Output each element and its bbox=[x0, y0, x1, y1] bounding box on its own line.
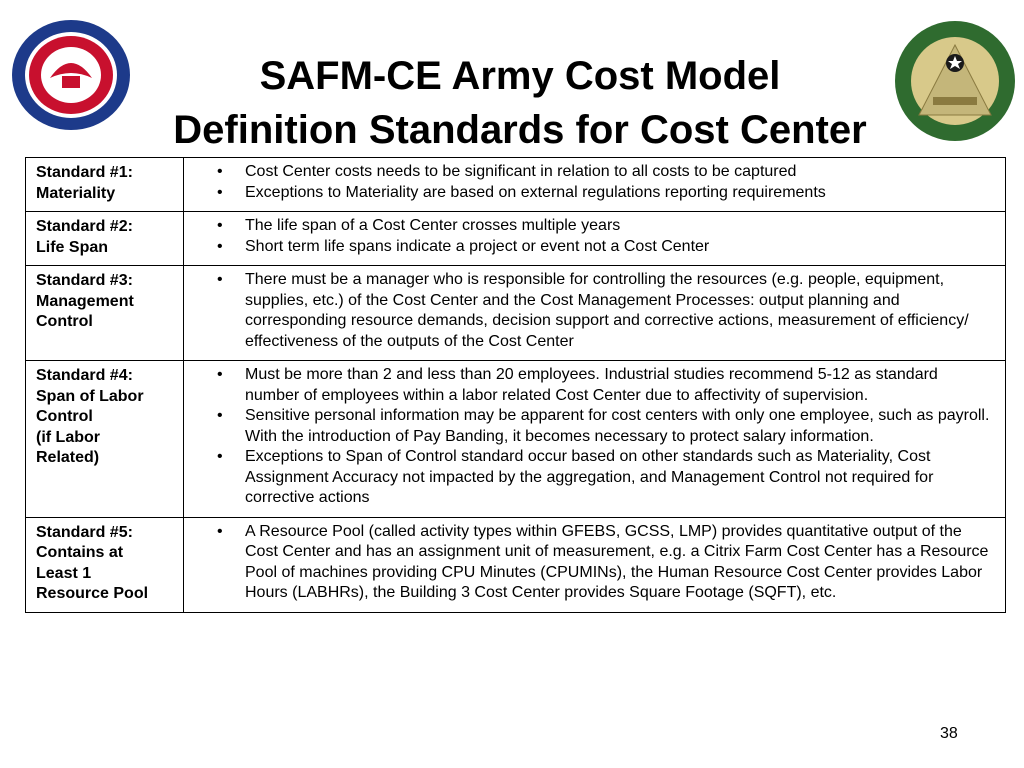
standard-label-line: Control bbox=[36, 313, 93, 330]
standard-description bbox=[184, 266, 1006, 361]
standard-label-line: Resource Pool bbox=[36, 585, 149, 602]
bullet-text: Sensitive personal information may be apparent for cost centers with only one employee, such as payroll. With the introduction of Pay Banding, it becomes necessary to protect salary information. bbox=[245, 407, 990, 445]
standard-label-line: Contains at bbox=[36, 544, 124, 561]
standard-label-line: Span of Labor bbox=[36, 387, 144, 405]
standard-label-line: Standard #3: bbox=[36, 272, 133, 289]
bullet-icon: • bbox=[217, 366, 223, 383]
bullet-item bbox=[184, 237, 995, 258]
bullet-icon: • bbox=[217, 183, 223, 201]
bullet-list bbox=[184, 365, 995, 509]
standard-label-line: (if Labor bbox=[36, 428, 100, 446]
bullet-icon: • bbox=[217, 448, 223, 465]
bullet-icon: • bbox=[217, 217, 223, 234]
bullet-text: Cost Center costs needs to be significant in relation to all costs to be captured bbox=[245, 163, 797, 180]
bullet-text: The life span of a Cost Center crosses multiple years bbox=[245, 217, 621, 234]
slide-title-line-1: SAFM-CE Army Cost Model bbox=[259, 54, 781, 98]
bullet-icon: • bbox=[217, 163, 223, 180]
standard-row bbox=[26, 212, 1006, 266]
bullet-text: Must be more than 2 and less than 20 employees. Industrial studies recommend 5-12 as standard number of employees within a labor related Cost Center due to affectivity of supervision. bbox=[245, 366, 938, 404]
bullet-icon: • bbox=[217, 407, 223, 424]
standard-label-line: Materiality bbox=[36, 184, 116, 202]
standard-row bbox=[26, 517, 1006, 612]
page-number: 38 bbox=[940, 725, 958, 742]
bullet-text: Exceptions to Span of Control standard occur based on other standards such as Materiality, Cost Assignment Accuracy not impacted by the aggregation, and Management Control not required for corrective actions bbox=[245, 448, 934, 506]
bullet-item bbox=[184, 522, 995, 604]
standard-label-line: Least 1 bbox=[36, 564, 92, 582]
standard-description bbox=[184, 158, 1006, 212]
bullet-item bbox=[184, 162, 995, 183]
standard-row bbox=[26, 158, 1006, 212]
standard-label-line: Management bbox=[36, 292, 134, 310]
standard-description bbox=[184, 517, 1006, 612]
standard-label-line: Life Span bbox=[36, 238, 109, 256]
bullet-item bbox=[184, 216, 995, 237]
bullet-item bbox=[184, 365, 995, 406]
standard-label bbox=[26, 158, 184, 212]
standard-row bbox=[26, 266, 1006, 361]
bullet-item bbox=[184, 447, 995, 509]
standard-label bbox=[26, 212, 184, 266]
standard-label-line: Standard #2: bbox=[36, 218, 133, 235]
standard-row bbox=[26, 361, 1006, 518]
bullet-text: Exceptions to Materiality are based on external regulations reporting requirements bbox=[245, 183, 826, 201]
bullet-item bbox=[184, 270, 995, 352]
standards-table bbox=[25, 157, 1006, 613]
standard-label-line: Standard #1: bbox=[36, 164, 133, 181]
bullet-icon: • bbox=[217, 237, 223, 255]
bullet-text: There must be a manager who is responsible for controlling the resources (e.g. people, equipment, supplies, etc.) of the Cost Center and the Cost Management Processes: output planning and corresponding resource demands, decision support and corrective actions, measurement of efficiency/ effectiveness of the outputs of the Cost Center bbox=[245, 271, 969, 350]
standard-description bbox=[184, 212, 1006, 266]
standard-label bbox=[26, 361, 184, 518]
bullet-text: Short term life spans indicate a project or event not a Cost Center bbox=[245, 237, 710, 255]
bullet-list bbox=[184, 216, 995, 257]
bullet-list bbox=[184, 522, 995, 604]
bullet-list bbox=[184, 162, 995, 203]
bullet-icon: • bbox=[217, 522, 223, 540]
bullet-item bbox=[184, 406, 995, 447]
slide-title-line-2: Definition Standards for Cost Center bbox=[173, 108, 867, 152]
standard-label bbox=[26, 266, 184, 361]
standard-label-line: Standard #4: bbox=[36, 367, 133, 384]
standard-description bbox=[184, 361, 1006, 518]
standard-label bbox=[26, 517, 184, 612]
bullet-list bbox=[184, 270, 995, 352]
standard-label-line: Standard #5: bbox=[36, 523, 133, 541]
standard-label-line: Control bbox=[36, 408, 93, 425]
bullet-item bbox=[184, 183, 995, 204]
bullet-icon: • bbox=[217, 271, 223, 288]
standard-label-line: Related) bbox=[36, 449, 100, 466]
bullet-text: A Resource Pool (called activity types within GFEBS, GCSS, LMP) provides quantitative output of the Cost Center and has an assignment unit of measurement, e.g. a Citrix Farm Cost Center has a Resource Pool of machines providing CPU Minutes (CPUMINs), the Human Resource Cost Center provides Labor Hours (LABHRs), the Building 3 Cost Center provides Square Footage (SQFT), etc. bbox=[245, 522, 989, 601]
